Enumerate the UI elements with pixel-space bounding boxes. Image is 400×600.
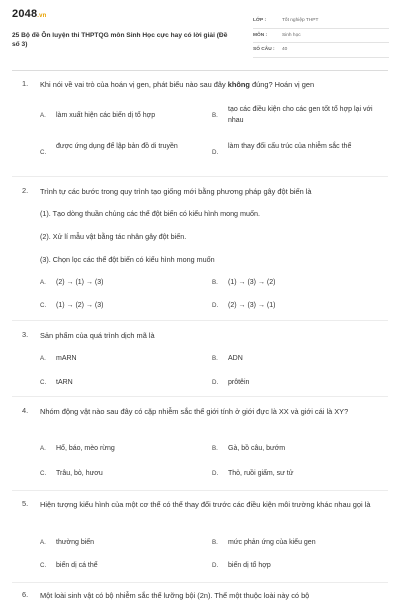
- logo-text: 2048: [12, 8, 38, 20]
- option-text: thường biến: [56, 539, 95, 546]
- meta-value: Sinh học: [282, 32, 301, 38]
- question-text: Sản phẩm của quá trình dịch mã là: [40, 331, 155, 340]
- question-number: 6.: [22, 590, 29, 599]
- option-b[interactable]: [212, 278, 388, 289]
- option-text: prôtêin: [228, 379, 250, 386]
- option-a[interactable]: [40, 444, 208, 455]
- option-text: ADN: [228, 355, 243, 362]
- option-label: C.: [40, 149, 47, 156]
- meta-row-subject: [253, 29, 389, 44]
- site-logo[interactable]: [12, 8, 47, 20]
- question-separator: [12, 176, 388, 177]
- meta-value: Tốt nghiệp THPT: [282, 18, 319, 24]
- question-separator: [12, 490, 388, 491]
- option-text: tạo các điều kiện cho các gen tốt tổ hợp lại với nhau: [228, 106, 373, 124]
- option-d[interactable]: [212, 301, 388, 312]
- meta-key: LỚP :: [253, 18, 267, 24]
- option-d[interactable]: [212, 561, 388, 572]
- question-text: Hiện tượng kiểu hình của một cơ thể có thể thay đổi trước các điều kiện môi trường khác nhau gọi là: [40, 500, 371, 509]
- option-text: Hổ, báo, mèo rừng: [56, 445, 115, 452]
- option-c[interactable]: [40, 142, 208, 158]
- question-step: (1). Tạo dòng thuần chủng các thể đột biến có kiểu hình mong muốn.: [40, 209, 261, 218]
- meta-key: MÔN :: [253, 32, 268, 38]
- option-label: D.: [212, 470, 219, 477]
- header-divider: [12, 70, 388, 71]
- option-text: mARN: [56, 355, 77, 362]
- option-text: Gà, bồ câu, bướm: [228, 445, 286, 452]
- option-label: A.: [40, 445, 46, 452]
- question-separator: [12, 396, 388, 397]
- option-label: D.: [212, 302, 219, 309]
- option-label: A.: [40, 355, 46, 362]
- option-text: mức phản ứng của kiểu gen: [228, 539, 316, 546]
- option-text: Thỏ, ruồi giấm, sư tử: [228, 470, 294, 477]
- question-number: 5.: [22, 499, 29, 508]
- option-d[interactable]: [212, 469, 388, 480]
- option-text: tARN: [56, 379, 73, 386]
- option-b[interactable]: [212, 444, 388, 455]
- option-label: C.: [40, 470, 47, 477]
- option-label: D.: [212, 562, 219, 569]
- option-a[interactable]: [40, 111, 208, 122]
- option-text: (1) → (2) → (3): [56, 302, 104, 309]
- option-label: B.: [212, 112, 218, 119]
- option-c[interactable]: [40, 378, 208, 389]
- question-step: (2). Xử lí mẫu vật bằng tác nhân gây đột biến.: [40, 232, 187, 241]
- meta-key: SỐ CÂU :: [253, 47, 275, 53]
- option-text: biến dị cá thể: [56, 562, 98, 569]
- option-text: Trâu, bò, hươu: [56, 470, 103, 477]
- option-d[interactable]: [212, 378, 388, 389]
- question-text: [40, 79, 390, 92]
- option-c[interactable]: [40, 561, 208, 572]
- option-c[interactable]: [40, 301, 208, 312]
- option-text: được ứng dụng để lập bản đồ di truyền: [56, 143, 178, 150]
- question-number: 1.: [22, 79, 29, 88]
- question-text: Một loài sinh vật có bộ nhiễm sắc thể lưỡng bội (2n). Thể một thuộc loài này có bộ: [40, 591, 310, 600]
- option-a[interactable]: [40, 278, 208, 289]
- option-d[interactable]: [212, 142, 388, 158]
- option-label: B.: [212, 539, 218, 546]
- option-text: biến dị tổ hợp: [228, 562, 271, 569]
- option-b[interactable]: [212, 354, 388, 365]
- document-header: [0, 0, 400, 62]
- option-a[interactable]: [40, 538, 208, 549]
- option-text: làm xuất hiện các biến dị tổ hợp: [56, 112, 156, 119]
- option-label: A.: [40, 539, 46, 546]
- option-text: (2) → (1) → (3): [56, 279, 104, 286]
- logo-suffix: .vn: [37, 13, 47, 19]
- meta-value: 40: [282, 47, 288, 53]
- option-label: B.: [212, 279, 218, 286]
- option-label: D.: [212, 149, 219, 156]
- option-label: B.: [212, 355, 218, 362]
- option-b[interactable]: [212, 105, 388, 126]
- question-separator: [12, 320, 388, 321]
- question-number: 2.: [22, 186, 29, 195]
- document-title: 25 Bộ đề Ôn luyện thi THPTQG môn Sinh Học cực hay có lời giải (Đề số 3): [12, 32, 228, 48]
- option-text: làm thay đổi cấu trúc của nhiễm sắc thể: [228, 143, 352, 150]
- option-b[interactable]: [212, 538, 388, 549]
- question-text: Trình tự các bước trong quy trình tạo giống mới bằng phương pháp gây đột biến là: [40, 187, 312, 196]
- question-text-part: đúng? Hoán vị gen: [249, 80, 315, 89]
- option-label: A.: [40, 112, 46, 119]
- option-text: (2) → (3) → (1): [228, 302, 276, 309]
- document-meta: [253, 14, 389, 58]
- question-separator: [12, 582, 388, 583]
- meta-row-count: [253, 43, 389, 58]
- question-number: 3.: [22, 330, 29, 339]
- question-number: 4.: [22, 406, 29, 415]
- option-label: B.: [212, 445, 218, 452]
- option-a[interactable]: [40, 354, 208, 365]
- option-label: C.: [40, 562, 47, 569]
- option-label: C.: [40, 379, 47, 386]
- option-text: (1) → (3) → (2): [228, 279, 276, 286]
- question-text-emphasis: không: [227, 80, 250, 89]
- question-text: Nhóm động vật nào sau đây có cặp nhiễm sắc thể giới tính ở giới đực là XX và giới cái là XY?: [40, 407, 349, 416]
- option-label: D.: [212, 379, 219, 386]
- question-text-part: Khi nói về vai trò của hoán vị gen, phát biểu nào sau đây: [40, 80, 228, 89]
- option-label: C.: [40, 302, 47, 309]
- meta-row-class: [253, 14, 389, 29]
- option-c[interactable]: [40, 469, 208, 480]
- question-step: (3). Chọn lọc các thể đột biến có kiểu hình mong muốn: [40, 255, 215, 264]
- option-label: A.: [40, 279, 46, 286]
